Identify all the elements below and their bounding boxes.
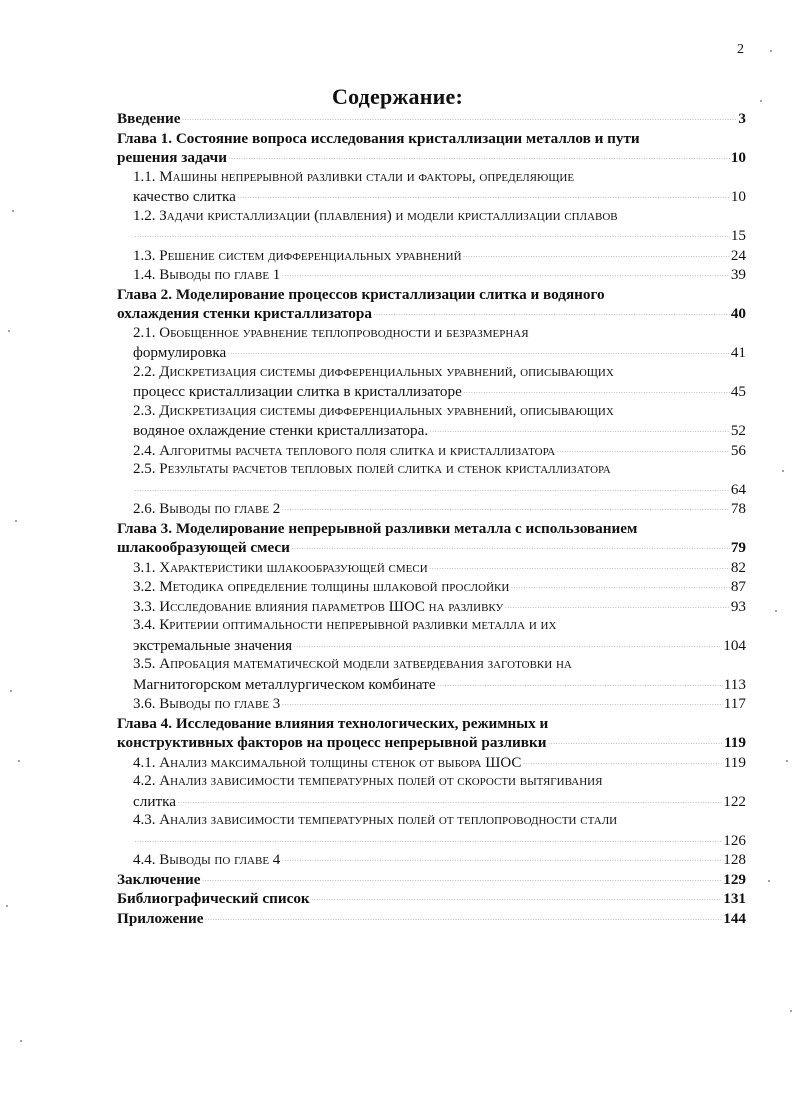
toc-entry-text: 2.5. Результаты расчетов тепловых полей слитка и стенок кристаллизатора [133, 461, 611, 477]
toc-line [117, 753, 746, 773]
toc-page-number: 119 [723, 753, 746, 771]
toc-line [117, 343, 746, 363]
toc-entry-text: 4.3. Анализ зависимости температурных полей от теплопроводности стали [133, 812, 618, 828]
toc-entry-text: 2.3. Дискретизация системы дифференциальных уравнений, описывающих [133, 402, 614, 419]
toc-entry-text: 4.2. Анализ зависимости температурных полей от скорости вытягивания [133, 773, 603, 789]
toc-page-number: 15 [730, 227, 746, 244]
toc-entry-text: слитка [133, 792, 176, 810]
toc-page-number: 131 [723, 890, 746, 907]
toc-page-number: 41 [730, 344, 746, 361]
toc-line [117, 109, 746, 129]
dot-leader [134, 830, 722, 842]
toc-line [117, 675, 746, 695]
toc-page-number: 129 [723, 870, 746, 888]
toc-line [117, 733, 746, 753]
dot-leader [182, 108, 738, 120]
toc-line [117, 265, 746, 285]
dot-leader [281, 849, 722, 861]
toc-page-number: 52 [730, 422, 746, 439]
toc-entry-text: 2.6. Выводы по главе 2 [133, 501, 281, 517]
toc-entry-text: Магнитогорском металлургическом комбинате [133, 675, 436, 693]
toc-page-number: 87 [730, 578, 746, 595]
toc-entry-text: 3.6. Выводы по главе 3 [133, 696, 281, 712]
toc-line [117, 909, 746, 929]
scan-speck [768, 880, 770, 882]
toc-page-number: 45 [730, 383, 746, 400]
scan-speck [6, 905, 8, 907]
toc-line [117, 402, 746, 422]
toc-page-number: 104 [723, 636, 746, 654]
toc-entry-text: качество слитка [133, 188, 236, 205]
dot-leader [228, 147, 730, 159]
dot-leader [504, 596, 729, 608]
toc-page-number: 122 [723, 792, 746, 810]
toc-line [117, 577, 746, 597]
toc-entry-text: 3.1. Характеристики шлакообразующей смеси [133, 559, 428, 576]
toc-entry-text: формулировка [133, 344, 227, 361]
toc-entry-text: решения задачи [117, 149, 227, 166]
toc-page-number: 117 [723, 695, 746, 712]
dot-leader [293, 635, 722, 647]
toc-entry-text: водяное охлаждение стенки кристаллизатора. [133, 422, 429, 439]
toc-entry-text: Введение [117, 110, 181, 127]
toc-entry-text: Глава 3. Моделирование непрерывной разливки металла с использованием [117, 519, 638, 537]
toc-line [117, 694, 746, 714]
scan-speck [18, 760, 20, 762]
toc-entry-text: 3.3. Исследование влияния параметров ШОС на разливку [133, 598, 504, 615]
scan-speck [10, 690, 12, 692]
dot-leader [429, 420, 730, 432]
toc-line [117, 207, 746, 227]
toc-line [117, 558, 746, 578]
toc-page-number: 3 [738, 110, 746, 127]
toc-line [117, 870, 746, 890]
toc-entry-text: 3.4. Критерии оптимальности непрерывной разливки металла и их [133, 617, 557, 633]
toc-page-number: 128 [723, 851, 746, 868]
toc-entry-text: 2.2. Дискретизация системы дифференциальных уравнений, описывающих [133, 363, 614, 380]
toc-entry-text: конструктивных факторов на процесс непрерывной разливки [117, 734, 547, 751]
dot-leader [429, 557, 730, 569]
toc-line [117, 772, 746, 792]
scan-speck [782, 470, 784, 472]
toc-page-number: 24 [730, 246, 746, 264]
toc-entry-text: экстремальные значения [133, 636, 293, 654]
dot-leader [291, 537, 730, 549]
toc-line [117, 499, 746, 519]
toc-entry-text: 3.2. Методика определение толщины шлаковой прослойки [133, 579, 510, 595]
toc-line [117, 324, 746, 344]
toc-page-number: 64 [730, 480, 746, 498]
toc-line [117, 792, 746, 812]
toc-page-number: 78 [730, 500, 746, 517]
toc-page-number: 10 [730, 149, 746, 166]
dot-leader [205, 908, 723, 920]
toc-line [117, 226, 746, 246]
dot-leader [547, 732, 723, 744]
toc-line [117, 655, 746, 675]
toc-entry-text: охлаждения стенки кристаллизатора [117, 305, 372, 322]
dot-leader [237, 186, 730, 198]
toc-entry-text: 4.4. Выводы по главе 4 [133, 852, 281, 868]
dot-leader [281, 264, 730, 276]
toc-page-number: 119 [724, 734, 746, 751]
dot-leader [227, 342, 730, 354]
toc-page-number: 40 [730, 305, 746, 322]
toc-line [117, 168, 746, 188]
toc-line [117, 519, 746, 539]
toc-line [117, 148, 746, 168]
toc-entry-text: 1.4. Выводы по главе 1 [133, 267, 281, 283]
scan-speck [760, 100, 762, 102]
toc-entry-text: 4.1. Анализ максимальной толщины стенок от выбора ШОС [133, 754, 522, 771]
dot-leader [177, 791, 722, 803]
toc-line [117, 616, 746, 636]
toc-page-number: 10 [730, 188, 746, 205]
dot-leader [463, 245, 730, 257]
toc-page-number: 93 [730, 597, 746, 615]
dot-leader [522, 752, 722, 764]
scan-speck [12, 210, 14, 212]
scan-speck [786, 760, 788, 762]
toc-entry-text: Глава 4. Исследование влияния технологических, режимных и [117, 714, 549, 732]
table-of-contents [117, 109, 746, 928]
dot-leader [134, 479, 730, 491]
toc-entry-text: 1.2. Задачи кристаллизации (плавления) и модели кристаллизации сплавов [133, 207, 618, 224]
toc-line [117, 246, 746, 266]
toc-entry-text: 3.5. Апробация математической модели затвердевания заготовки на [133, 656, 572, 672]
dot-leader [373, 303, 730, 315]
toc-line [117, 304, 746, 324]
toc-entry-text: 2.1. Обобщенное уравнение теплопроводности и безразмерная [133, 324, 529, 341]
scan-speck [15, 520, 17, 522]
toc-line [117, 421, 746, 441]
toc-line [117, 714, 746, 734]
toc-line [117, 811, 746, 831]
scan-speck [770, 50, 772, 52]
page-title: Содержание: [332, 84, 463, 109]
toc-entry-text: 1.1. Машины непрерывной разливки стали и факторы, определяющие [133, 168, 575, 185]
toc-entry-text: Глава 2. Моделирование процессов кристаллизации слитка и водяного [117, 285, 605, 303]
toc-line [117, 889, 746, 909]
toc-line [117, 363, 746, 383]
toc-page-number: 79 [730, 539, 746, 556]
toc-entry-text: Глава 1. Состояние вопроса исследования кристаллизации металлов и пути [117, 129, 640, 147]
toc-line [117, 460, 746, 480]
toc-entry-text: шлакообразующей смеси [117, 539, 290, 556]
page-number: 2 [737, 42, 744, 57]
toc-entry-text: Библиографический список [117, 890, 310, 907]
toc-page-number: 82 [730, 558, 746, 576]
toc-line [117, 480, 746, 500]
toc-entry-text: 1.3. Решение систем дифференциальных уравнений [133, 247, 462, 264]
dot-leader [134, 225, 730, 237]
toc-line [117, 382, 746, 402]
dot-leader [311, 888, 723, 900]
toc-page-number: 113 [723, 675, 746, 693]
dot-leader [281, 498, 730, 510]
toc-line [117, 187, 746, 207]
toc-page-number: 39 [730, 266, 746, 283]
dot-leader [201, 869, 722, 881]
dot-leader [437, 674, 723, 686]
toc-entry-text: процесс кристаллизации слитка в кристаллизаторе [133, 383, 462, 400]
toc-entry-text: 2.4. Алгоритмы расчета теплового поля слитка и кристаллизатора [133, 442, 556, 459]
toc-page-number: 144 [723, 909, 746, 927]
toc-line [117, 129, 746, 149]
scan-speck [8, 330, 10, 332]
toc-entry-text: Заключение [117, 870, 201, 888]
toc-line [117, 636, 746, 656]
dot-leader [510, 576, 730, 588]
toc-page-number: 126 [723, 831, 746, 849]
toc-line [117, 597, 746, 617]
toc-line [117, 285, 746, 305]
dot-leader [463, 381, 730, 393]
dot-leader [556, 440, 730, 452]
toc-line [117, 850, 746, 870]
toc-line [117, 538, 746, 558]
toc-page-number: 56 [730, 441, 746, 459]
toc-entry-text: Приложение [117, 909, 204, 927]
dot-leader [281, 693, 722, 705]
toc-line [117, 831, 746, 851]
toc-line [117, 441, 746, 461]
scan-speck [790, 1010, 792, 1012]
scan-speck [20, 1040, 22, 1042]
scan-speck [775, 610, 777, 612]
